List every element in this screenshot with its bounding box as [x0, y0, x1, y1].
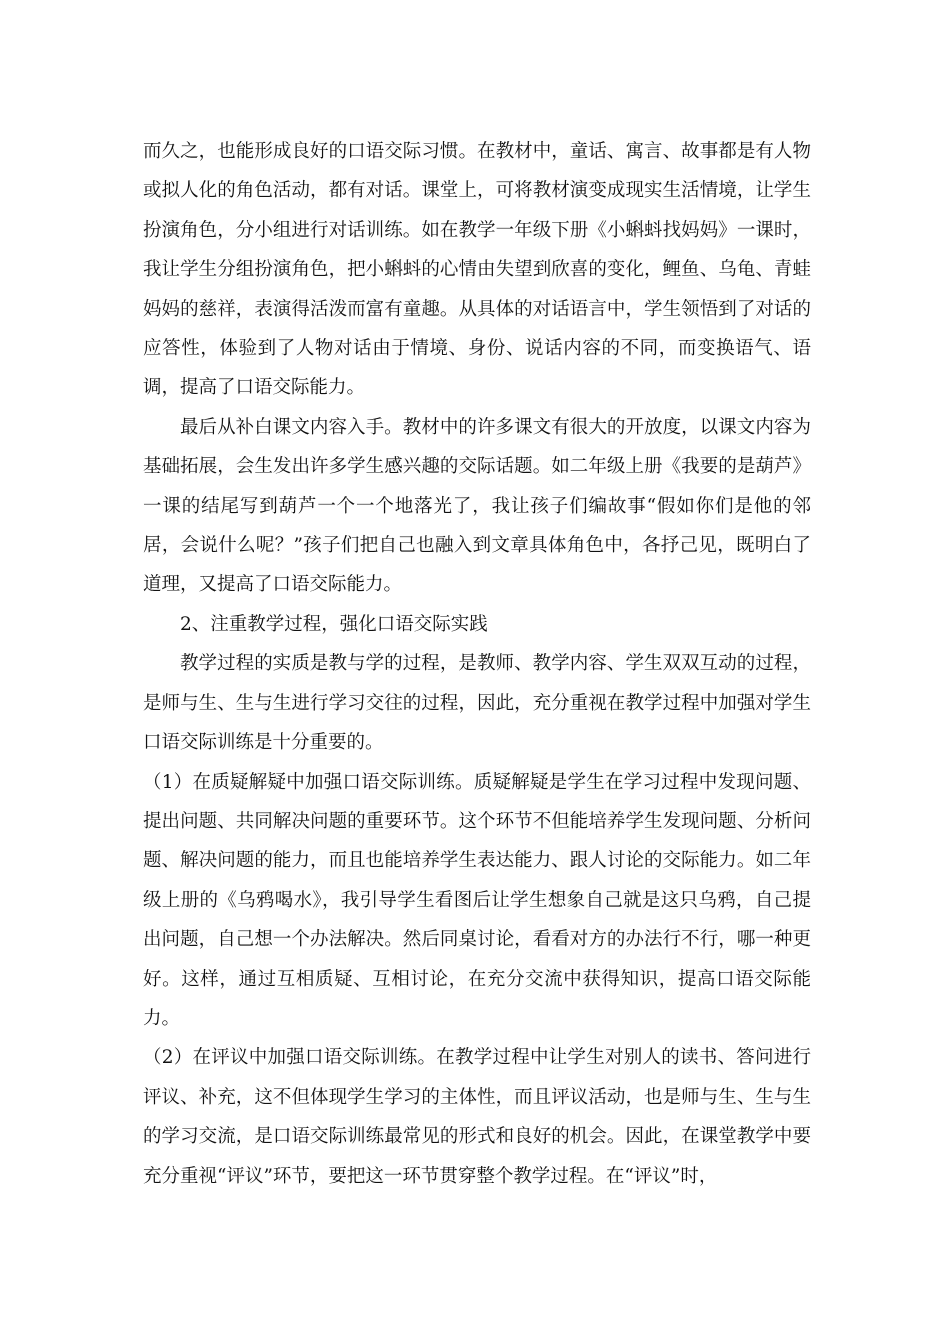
paragraph-item-1: （1）在质疑解疑中加强口语交际训练。质疑解疑是学生在学习过程中发现问题、提出问题、共同解决问题的重要环节。这个环节不但能培养学生发现问题、分析问题、解决问题的能力，而且也能培养学生表达能力、跟人讨论的交际能力。如二年级上册的《乌鸦喝水》，我引导学生看图后让学生想象自己就是这只乌鸦，自己提出问题，自己想一个办法解决。然后同桌讨论，看看对方的办法行不行，哪一种更好。这样，通过互相质疑、互相讨论，在充分交流中获得知识，提高口语交际能力。: [143, 771, 811, 1029]
document-page: [143, 132, 811, 1196]
paragraph-continuation: 而久之，也能形成良好的口语交际习惯。在教材中，童话、寓言、故事都是有人物或拟人化的角色活动，都有对话。课堂上，可将教材演变成现实生活情境，让学生扮演角色，分小组进行对话训练。如在教学一年级下册《小蝌蚪找妈妈》一课时，我让学生分组扮演角色，把小蝌蚪的心情由失望到欣喜的变化，鲤鱼、乌龟、青蛙妈妈的慈祥，表演得活泼而富有童趣。从具体的对话语言中，学生领悟到了对话的应答性，体验到了人物对话由于情境、身份、说话内容的不同，而变换语气、语调，提高了口语交际能力。: [143, 141, 811, 399]
paragraph-supplement-text: 最后从补白课文内容入手。教材中的许多课文有很大的开放度，以课文内容为基础拓展，会生发出许多学生感兴趣的交际话题。如二年级上册《我要的是葫芦》一课的结尾写到葫芦一个一个地落光了，我让孩子们编故事“假如你们是他的邻居，会说什么呢？”孩子们把自己也融入到文章具体角色中，各抒己见，既明白了道理，又提高了口语交际能力。: [143, 416, 811, 596]
paragraph-teaching-process: 教学过程的实质是教与学的过程，是教师、教学内容、学生双双互动的过程，是师与生、生与生进行学习交往的过程，因此，充分重视在教学过程中加强对学生口语交际训练是十分重要的。: [143, 653, 811, 754]
section-heading: 2、注重教学过程，强化口语交际实践: [180, 613, 488, 635]
paragraph-item-2: （2）在评议中加强口语交际训练。在教学过程中让学生对别人的读书、答问进行评议、补充，这不但体现学生学习的主体性，而且评议活动，也是师与生、生与生的学习交流，是口语交际训练最常见的形式和良好的机会。因此，在课堂教学中要充分重视“评议”环节，要把这一环节贯穿整个教学过程。在“评议”时，: [143, 1047, 811, 1187]
